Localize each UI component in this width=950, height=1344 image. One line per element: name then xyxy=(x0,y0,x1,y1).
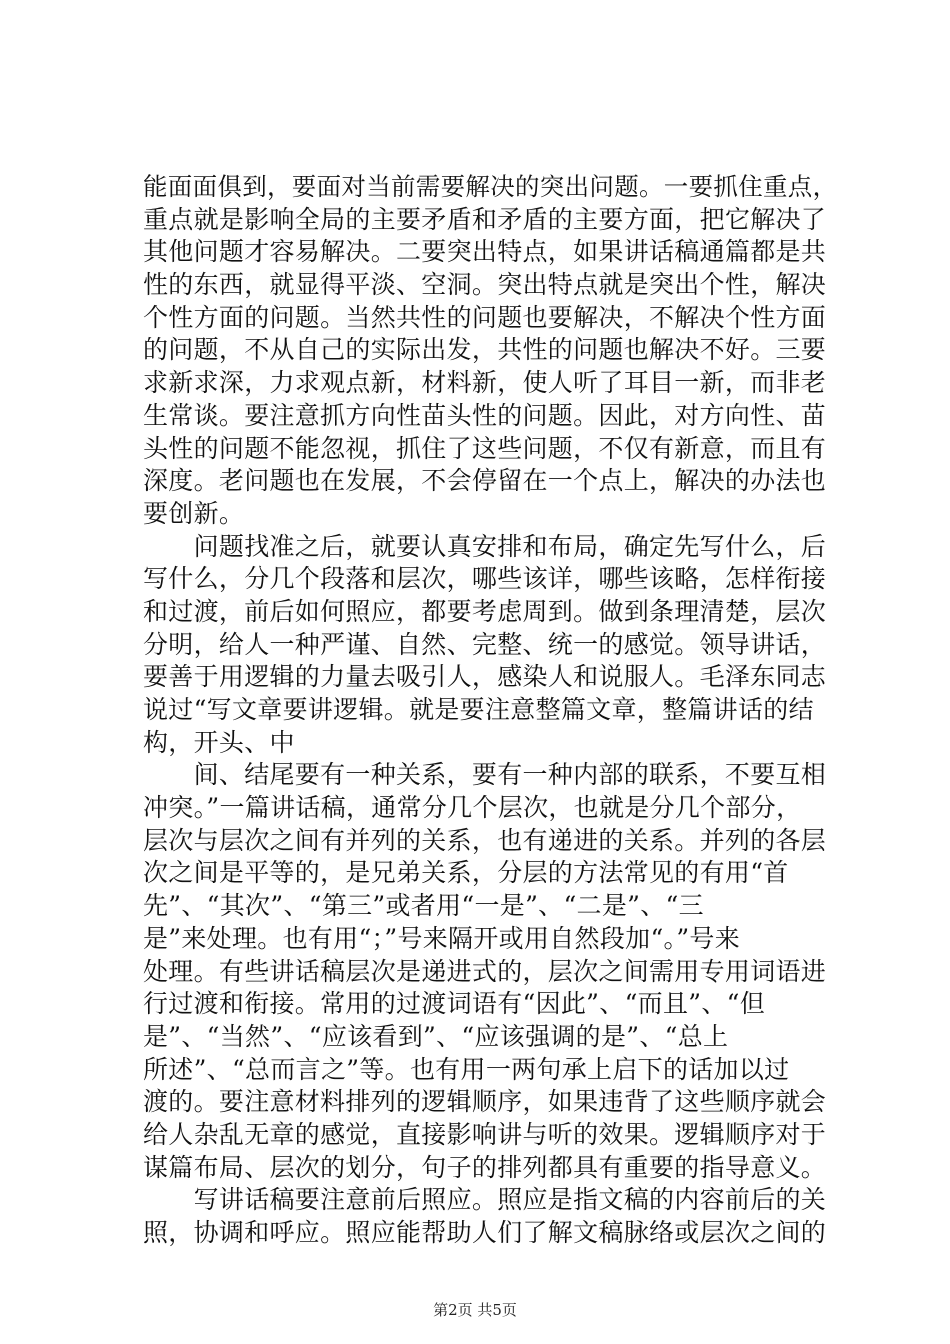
text-line: 问题找准之后，就要认真安排和布局，确定先写什么，后 xyxy=(143,531,827,561)
text-line: 生常谈。要注意抓方向性苗头性的问题。因此，对方向性、苗 xyxy=(143,400,827,430)
text-line: 性的东西，就显得平淡、空洞。突出特点就是突出个性，解决 xyxy=(143,270,827,300)
text-line: 谋篇布局、层次的划分，句子的排列都具有重要的指导意义。 xyxy=(143,1152,827,1182)
text-line: 冲突。”一篇讲话稿，通常分几个层次，也就是分几个部分， xyxy=(143,793,802,823)
text-line: 次之间是平等的，是兄弟关系，分层的方法常见的有用“首 xyxy=(143,858,789,888)
text-line: 写什么，分几个段落和层次，哪些该详，哪些该略，怎样衔接 xyxy=(143,564,827,594)
text-line: 和过渡，前后如何照应，都要考虑周到。做到条理清楚，层次 xyxy=(143,596,827,626)
text-line: 说过“写文章要讲逻辑。就是要注意整篇文章，整篇讲话的结 xyxy=(143,695,814,724)
text-line: 分明，给人一种严谨、自然、完整、统一的感觉。领导讲话， xyxy=(143,629,827,659)
text-line: 能面面俱到，要面对当前需要解决的突出问题。一要抓住重点， xyxy=(143,172,838,201)
text-line: 的问题，不从自己的实际出发，共性的问题也解决不好。三要 xyxy=(143,335,827,365)
text-line: 深度。老问题也在发展，不会停留在一个点上，解决的办法也 xyxy=(143,466,827,496)
text-line: 是”来处理。也有用“；”号来隔开或用自然段加“。”号来 xyxy=(143,923,741,953)
text-line: 照，协调和呼应。照应能帮助人们了解文稿脉络或层次之间的 xyxy=(143,1218,827,1247)
text-line: 给人杂乱无章的感觉，直接影响讲与听的效果。逻辑顺序对于 xyxy=(143,1119,827,1149)
page-footer: 第2页 共5页 xyxy=(433,1301,517,1319)
text-line: 处理。有些讲话稿层次是递进式的，层次之间需用专用词语进 xyxy=(143,956,827,986)
text-line: 求新求深，力求观点新，材料新，使人听了耳目一新，而非老 xyxy=(143,368,827,398)
text-line: 重点就是影响全局的主要矛盾和矛盾的主要方面，把它解决了 xyxy=(143,204,827,234)
body-text xyxy=(143,171,843,1250)
text-line: 层次与层次之间有并列的关系，也有递进的关系。并列的各层 xyxy=(143,825,827,855)
text-line: 写讲话稿要注意前后照应。照应是指文稿的内容前后的关 xyxy=(143,1185,827,1215)
text-line: 要创新。 xyxy=(143,498,245,528)
text-line: 间、结尾要有一种关系，要有一种内部的联系，不要互相 xyxy=(143,760,827,790)
text-line: 个性方面的问题。当然共性的问题也要解决，不解决个性方面 xyxy=(143,302,827,332)
text-line: 行过渡和衔接。常用的过渡词语有“因此”、“而且”、“但 xyxy=(143,989,766,1019)
text-line: 所述”、“总而言之”等。也有用一两句承上启下的话加以过 xyxy=(143,1054,790,1084)
text-line: 头性的问题不能忽视，抓住了这些问题，不仅有新意，而且有 xyxy=(143,433,827,463)
text-line: 要善于用逻辑的力量去吸引人，感染人和说服人。毛泽东同志 xyxy=(143,662,827,692)
text-line: 构，开头、中 xyxy=(143,727,295,757)
text-line: 先”、“其次”、“第三”或者用“一是”、“二是”、“三 xyxy=(143,891,704,921)
text-line: 其他问题才容易解决。二要突出特点，如果讲话稿通篇都是共 xyxy=(143,237,827,267)
text-line: 是”、“当然”、“应该看到”、“应该强调的是”、“总上 xyxy=(143,1021,729,1051)
text-line: 渡的。要注意材料排列的逻辑顺序，如果违背了这些顺序就会 xyxy=(143,1087,827,1117)
